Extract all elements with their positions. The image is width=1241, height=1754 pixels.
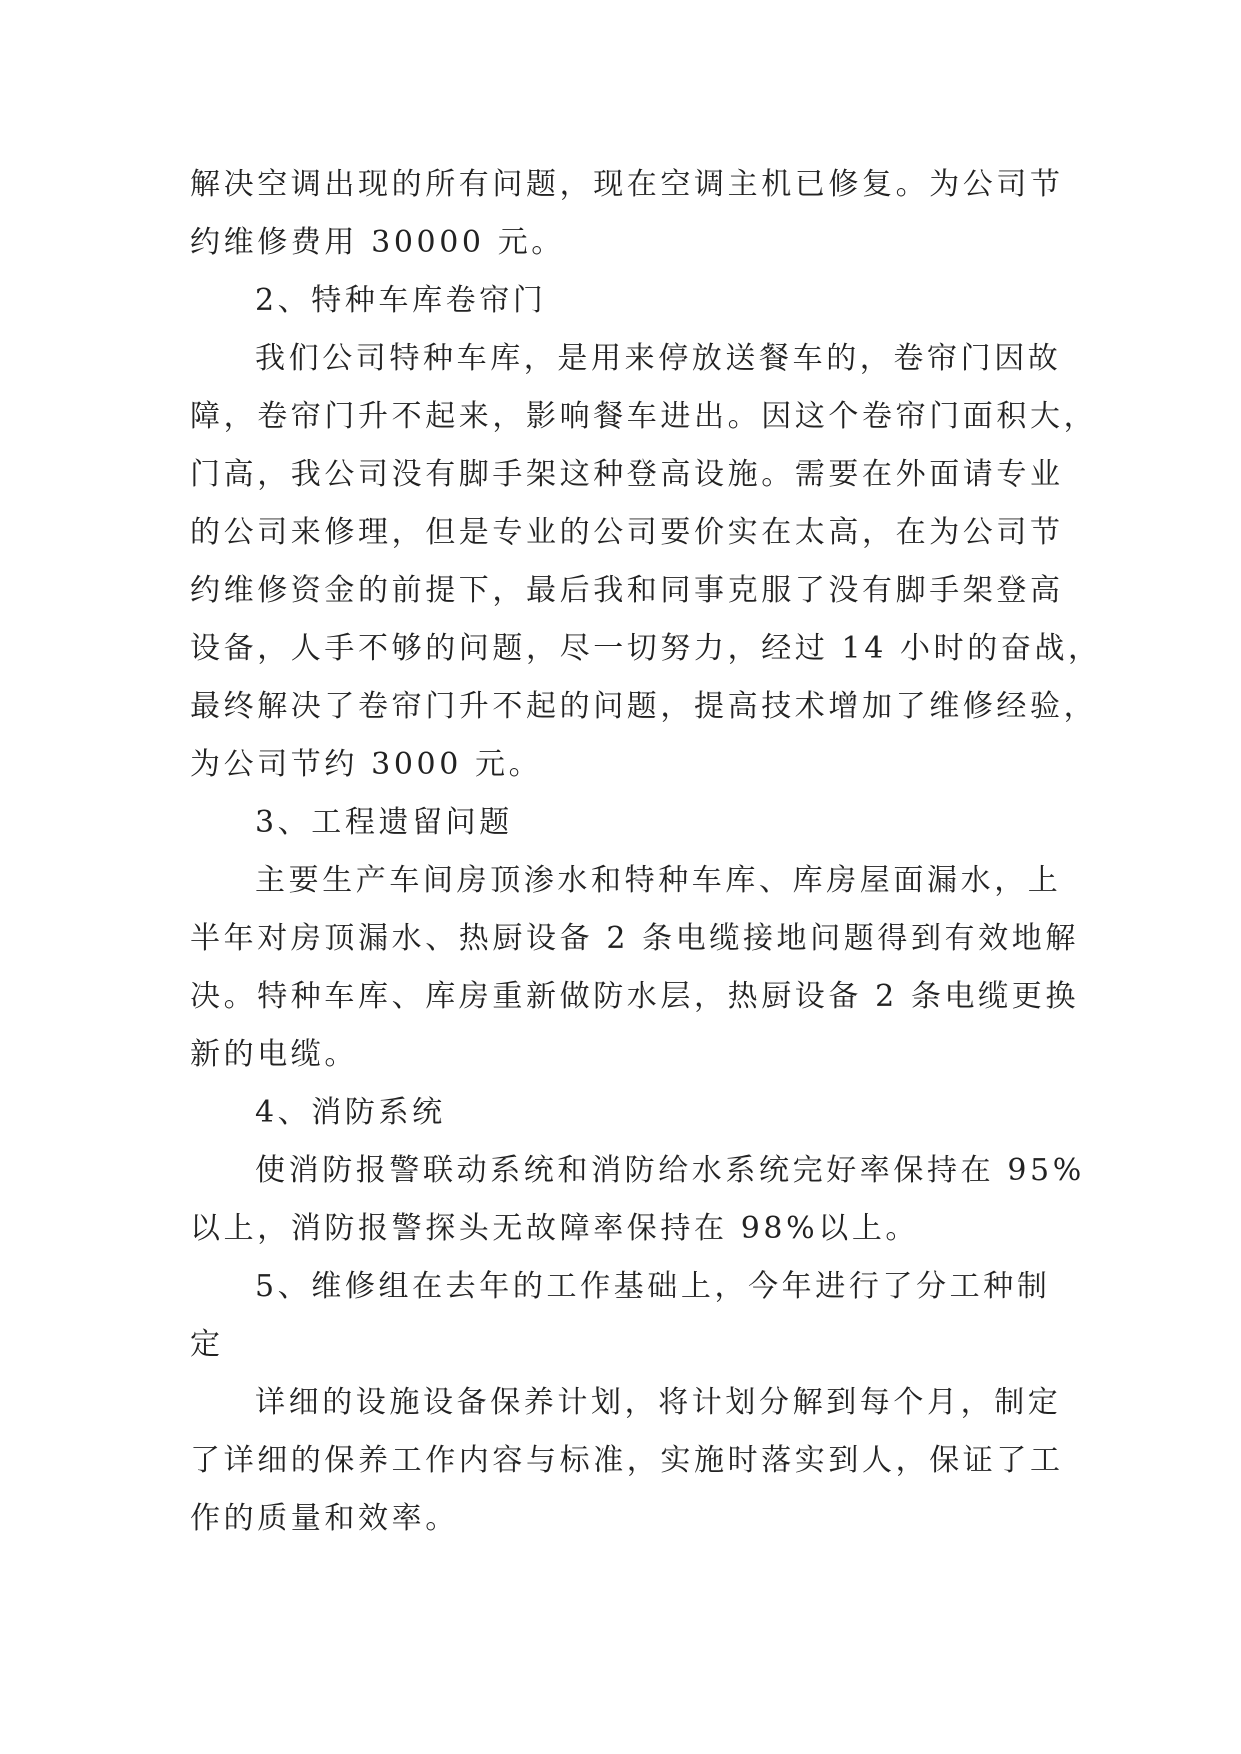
text-line: 我们公司特种车库，是用来停放送餐车的，卷帘门因故: [255, 341, 1062, 376]
section-heading-4: 4、消防系统: [255, 1095, 446, 1130]
text-line: 为公司节约 3000 元。: [190, 747, 543, 782]
text-line: 以上，消防报警探头无故障率保持在 98%以上。: [190, 1211, 920, 1246]
section-heading-3: 3、工程遗留问题: [255, 805, 513, 840]
text-line: 设备，人手不够的问题，尽一切努力，经过 14 小时的奋战，: [190, 631, 1102, 666]
text-line: 半年对房顶漏水、热厨设备 2 条电缆接地问题得到有效地解: [190, 921, 1079, 956]
text-line: 使消防报警联动系统和消防给水系统完好率保持在 95%: [255, 1153, 1085, 1188]
text-line: 定: [190, 1327, 224, 1362]
text-line: 约维修费用 30000 元。: [190, 225, 565, 260]
text-line: 最终解决了卷帘门升不起的问题，提高技术增加了维修经验，: [190, 689, 1098, 724]
text-line: 主要生产车间房顶渗水和特种车库、库房屋面漏水，上: [255, 863, 1062, 898]
section-heading-5: 5、维修组在去年的工作基础上，今年进行了分工种制: [255, 1269, 1051, 1304]
text-line: 解决空调出现的所有问题，现在空调主机已修复。为公司节: [190, 167, 1064, 202]
text-line: 详细的设施设备保养计划，将计划分解到每个月，制定: [255, 1385, 1062, 1420]
section-heading-2: 2、特种车库卷帘门: [255, 283, 547, 318]
text-line: 作的质量和效率。: [190, 1501, 459, 1536]
text-line: 新的电缆。: [190, 1037, 358, 1072]
text-line: 门高，我公司没有脚手架这种登高设施。需要在外面请专业: [190, 457, 1064, 492]
text-line: 障，卷帘门升不起来，影响餐车进出。因这个卷帘门面积大，: [190, 399, 1098, 434]
text-line: 的公司来修理，但是专业的公司要价实在太高，在为公司节: [190, 515, 1064, 550]
text-line: 约维修资金的前提下，最后我和同事克服了没有脚手架登高: [190, 573, 1064, 608]
text-line: 了详细的保养工作内容与标准，实施时落实到人，保证了工: [190, 1443, 1064, 1478]
text-line: 决。特种车库、库房重新做防水层，热厨设备 2 条电缆更换: [190, 979, 1079, 1014]
